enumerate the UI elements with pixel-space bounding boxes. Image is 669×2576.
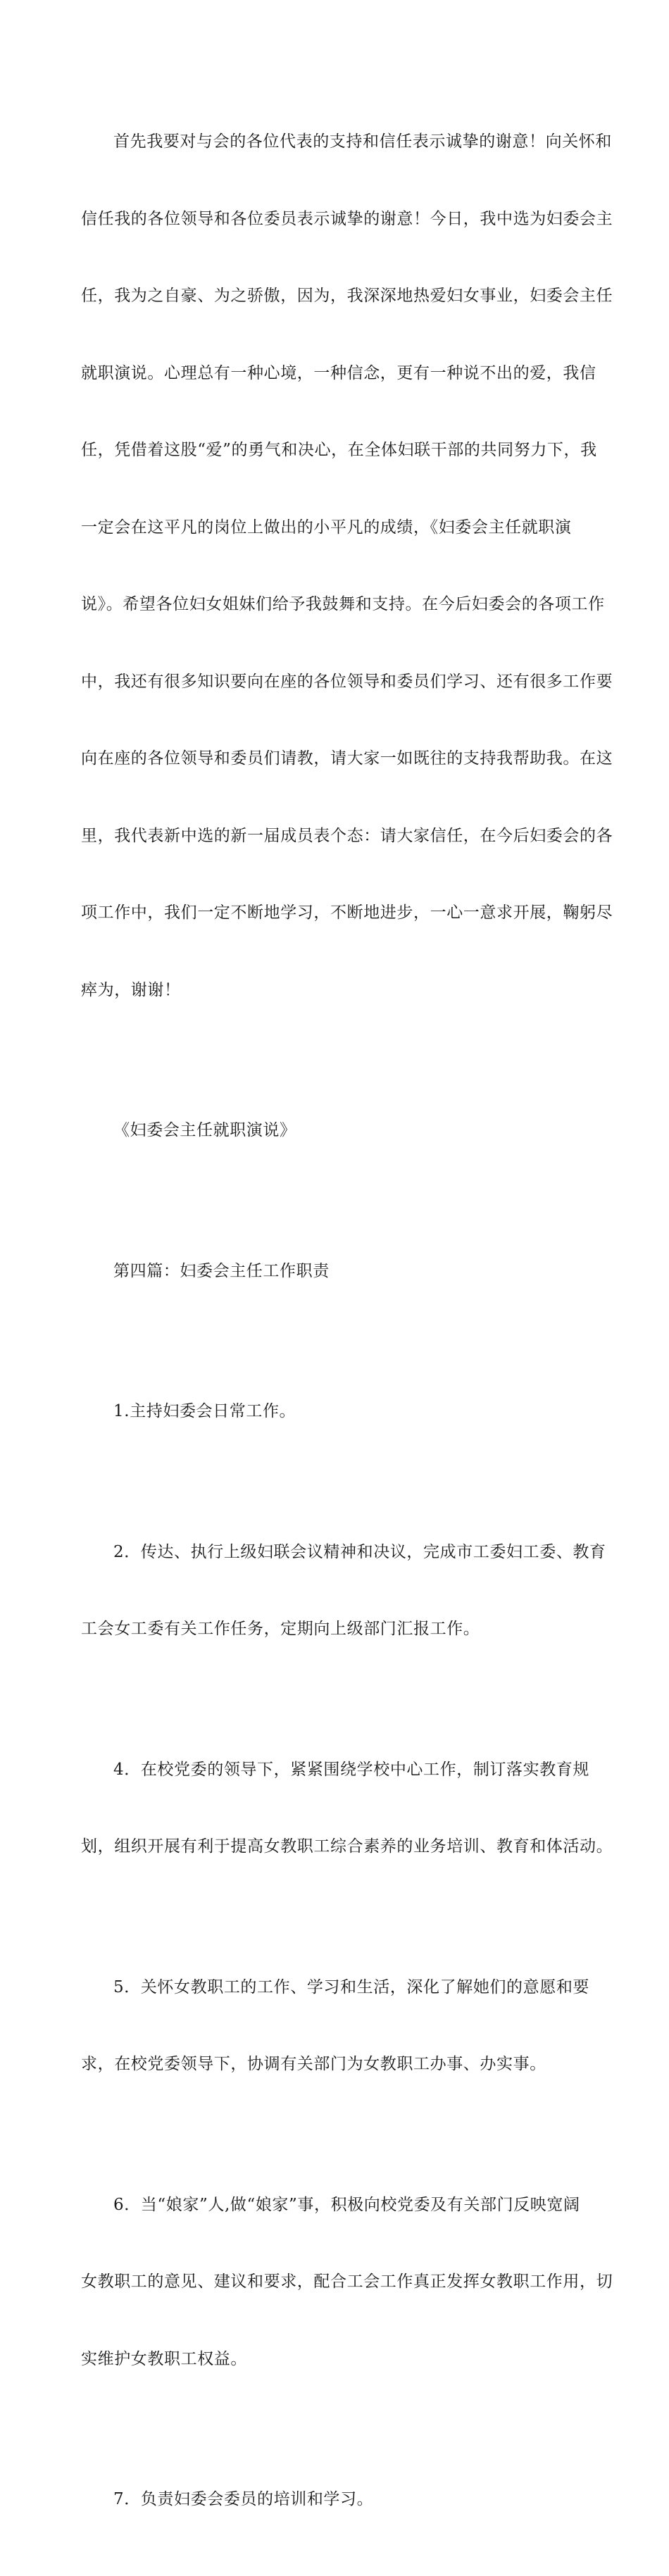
duty-item-4 <box>81 1706 613 1911</box>
paragraph-line: 信任我的各位领导和各位委员表示诚挚的谢意！今日，我中选为妇委会主 <box>81 209 613 228</box>
duty-item-text: 1.主持妇委会日常工作。 <box>113 1402 296 1420</box>
duty-item-line: 5．关怀女教职工的工作、学习和生活，深化了解她们的意愿和要 <box>113 1977 590 1996</box>
duty-item-line: 6．当“娘家”人,做“娘家”事，积极向校党委及有关部门反映宽阔 <box>113 2195 580 2214</box>
section-heading: 第四篇：妇委会主任工作职责 <box>113 1261 330 1280</box>
duty-item-line: 4．在校党委的领导下，紧紧围绕学校中心工作，制订落实教育规 <box>113 1760 590 1779</box>
paragraph-line: 任，凭借着这股“爱”的勇气和决心，在全体妇联干部的共同努力下，我 <box>81 441 597 459</box>
paragraph-line: 中，我还有很多知识要向在座的各位领导和委员们学习、还有很多工作要 <box>81 672 613 691</box>
duty-item-line: 工会女工委有关工作任务，定期向上级部门汇报工作。 <box>81 1620 480 1638</box>
paragraph-line: 向在座的各位领导和委员们请教，请大家一如既往的支持我帮助我。在这 <box>81 749 613 768</box>
speech-title: 《妇委会主任就职演说》 <box>113 1121 296 1139</box>
document-body <box>81 77 613 2576</box>
paragraph-line: 里，我代表新中选的新一届成员表个态：请大家信任，在今后妇委会的各 <box>81 826 613 845</box>
paragraph-line: 任，我为之自豪、为之骄傲，因为，我深深地热爱妇女事业，妇委会主任 <box>81 287 613 305</box>
duty-item-6 <box>81 2141 613 2424</box>
duty-item-2 <box>81 1488 606 1694</box>
section-heading-block <box>81 1207 588 1336</box>
duty-item-1 <box>81 1347 588 1476</box>
duty-item-line: 实维护女教职工权益。 <box>81 2349 247 2368</box>
paragraph-line: 一定会在这平凡的岗位上做出的小平凡的成绩，《妇委会主任就职演 <box>81 518 572 537</box>
paragraph-line: 就职演说。心理总有一种心境，一种信念，更有一种说不出的爱，我信 <box>81 363 596 382</box>
duty-item-line: 求，在校党委领导下，协调有关部门为女教职工办事、办实事。 <box>81 2055 546 2073</box>
intro-paragraph <box>81 77 613 1054</box>
paragraph-line: 瘁为，谢谢！ <box>81 980 181 999</box>
duty-item-7 <box>81 2435 588 2564</box>
paragraph-line: 首先我要对与会的各位代表的支持和信任表示诚挚的谢意！向关怀和 <box>113 132 612 151</box>
duty-item-text: 7．负责妇委会委员的培训和学习。 <box>113 2490 374 2508</box>
speech-title-line <box>81 1066 588 1195</box>
paragraph-line: 项工作中，我们一定不断地学习，不断地进步，一心一意求开展，鞠躬尽 <box>81 904 613 922</box>
duty-item-line: 2．传达、执行上级妇联会议精神和决议，完成市工委妇工委、教育 <box>113 1542 606 1561</box>
duty-item-line: 女教职工的意见、建议和要求，配合工会工作真正发挥女教职工作用，切 <box>81 2272 613 2291</box>
paragraph-line: 说》。希望各位妇女姐妹们给予我鼓舞和支持。在今后妇委会的各项工作 <box>81 595 605 613</box>
duty-item-line: 划，组织开展有利于提高女教职工综合素养的业务培训、教育和体活动。 <box>81 1837 613 1856</box>
duty-item-5 <box>81 1923 588 2129</box>
